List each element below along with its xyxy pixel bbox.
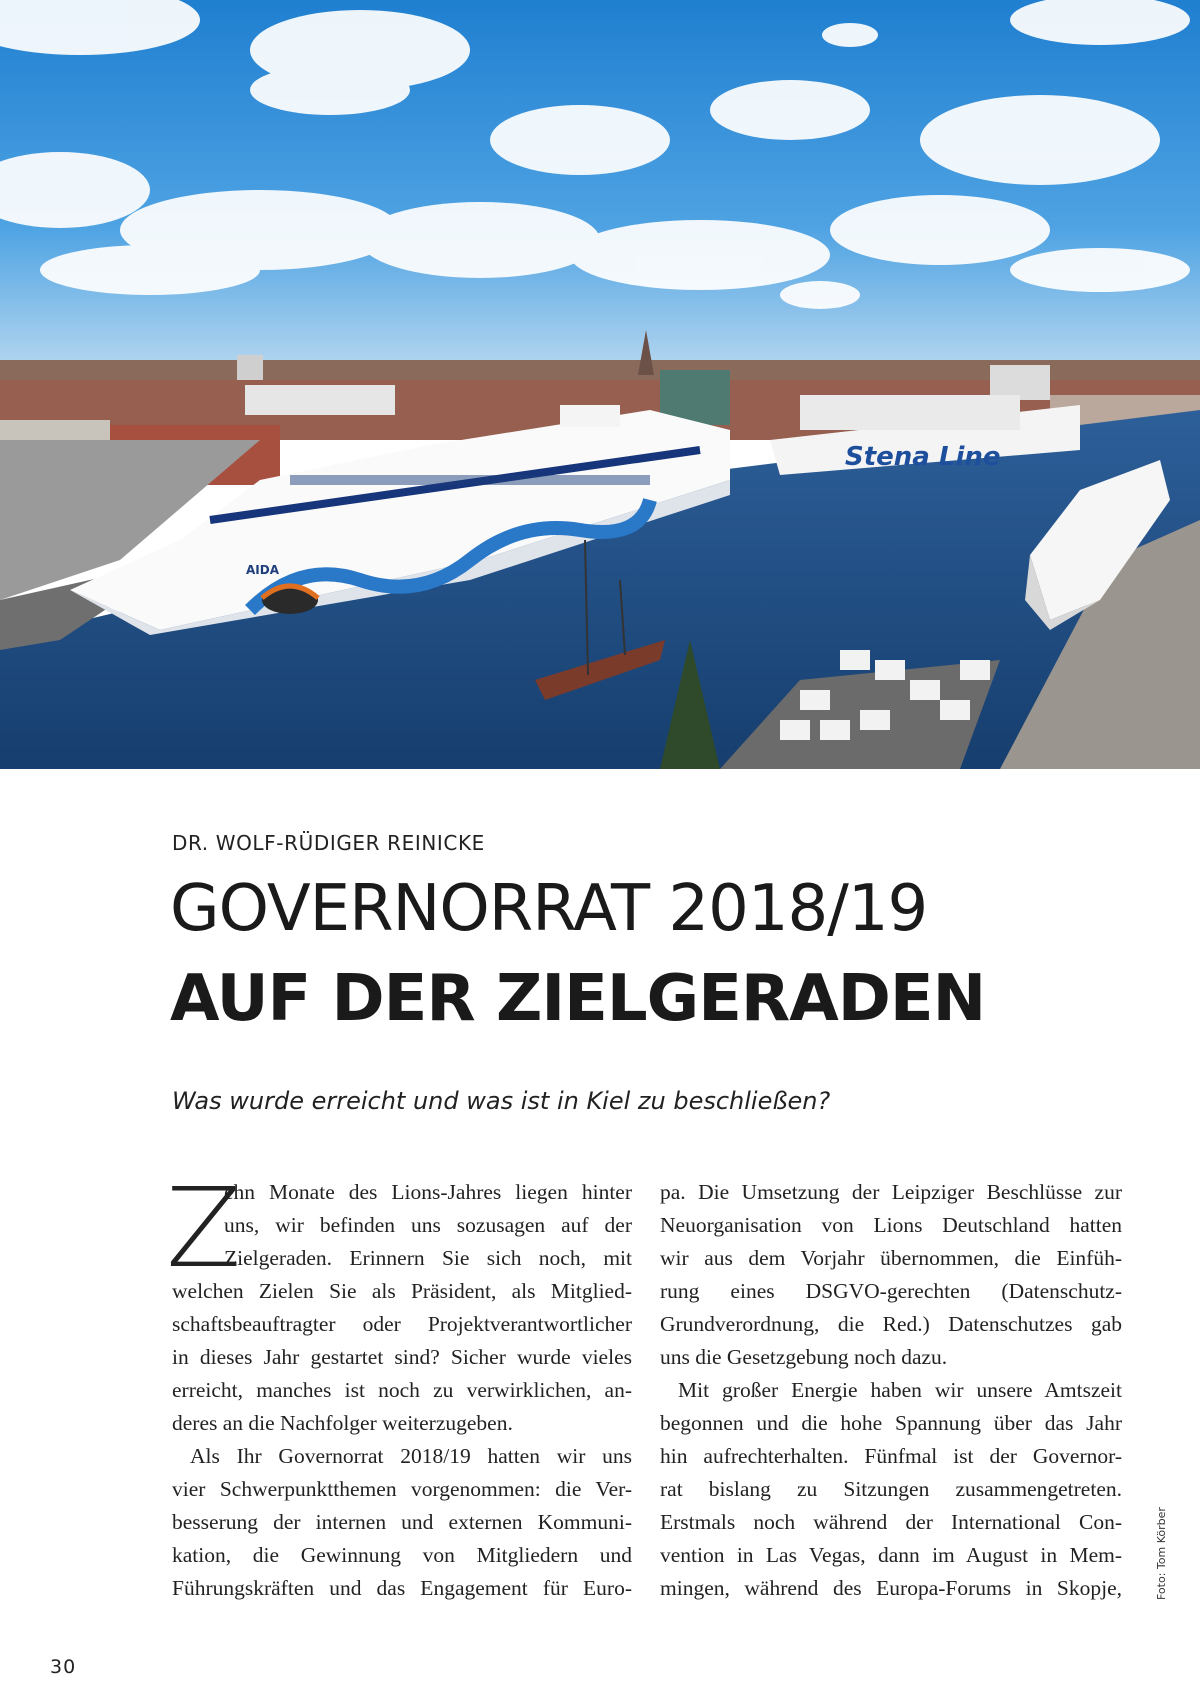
aida-logo: AIDA bbox=[246, 563, 279, 577]
body-line: mingen, während des Europa-Forums in Skopje, bbox=[660, 1576, 1122, 1600]
body-line: erreicht, manches ist noch zu verwirklichen, an- bbox=[172, 1378, 632, 1402]
body-line: uns, wir befinden uns sozusagen auf der bbox=[224, 1213, 632, 1237]
body-line: hin aufrechterhalten. Fünfmal ist der Governor- bbox=[660, 1444, 1122, 1468]
title-line-1: GOVERNORRAT 2018/19 bbox=[170, 872, 928, 946]
body-line: ehn Monate des Lions-Jahres liegen hinter bbox=[224, 1180, 632, 1204]
body-line: wir aus dem Vorjahr übernommen, die Einfüh- bbox=[660, 1246, 1122, 1270]
body-line: uns die Gesetzgebung noch dazu. bbox=[660, 1345, 948, 1369]
body-line: begonnen und die hohe Spannung über das Jahr bbox=[660, 1411, 1122, 1435]
drop-cap: Z bbox=[166, 1164, 242, 1292]
subtitle: Was wurde erreicht und was ist in Kiel zu beschließen? bbox=[172, 1087, 831, 1115]
body-line: Grundverordnung, die Red.) Datenschutzes gab bbox=[660, 1312, 1122, 1336]
stena-line-logo: Stena Line bbox=[845, 442, 1001, 472]
body-line: pa. Die Umsetzung der Leipziger Beschlüsse zur bbox=[660, 1180, 1122, 1204]
title-line-2: AUF DER ZIELGERADEN bbox=[170, 962, 986, 1036]
body-line: Erstmals noch während der International Con- bbox=[660, 1510, 1122, 1534]
body-column-right bbox=[660, 1176, 1122, 1605]
body-line: Als Ihr Governorrat 2018/19 hatten wir uns bbox=[190, 1444, 632, 1468]
body-line: rat bislang zu Sitzungen zusammengetreten. bbox=[660, 1477, 1122, 1501]
body-line: Zielgeraden. Erinnern Sie sich noch, mit bbox=[224, 1246, 632, 1270]
body-line: besserung der internen und externen Kommuni- bbox=[172, 1510, 632, 1534]
body-line: rung eines DSGVO-gerechten (Datenschutz- bbox=[660, 1279, 1122, 1303]
author-byline: DR. WOLF-RÜDIGER REINICKE bbox=[172, 831, 485, 855]
photo-credit: Foto: Tom Körber bbox=[1155, 1507, 1168, 1600]
body-line: welchen Zielen Sie als Präsident, als Mitglied- bbox=[172, 1279, 632, 1303]
body-line: vier Schwerpunktthemen vorgenommen: die Ver- bbox=[172, 1477, 632, 1501]
body-column-left bbox=[166, 1164, 632, 1605]
body-line: deres an die Nachfolger weiterzugeben. bbox=[172, 1411, 513, 1435]
body-line: Neuorganisation von Lions Deutschland hatten bbox=[660, 1213, 1122, 1237]
body-line: Führungskräften und das Engagement für Euro- bbox=[172, 1576, 632, 1600]
harbor-photo bbox=[0, 0, 1200, 769]
body-line: Mit großer Energie haben wir unsere Amtszeit bbox=[678, 1378, 1122, 1402]
page-number: 30 bbox=[50, 1656, 77, 1678]
body-line: schaftsbeauftragter oder Projektverantwortlicher bbox=[172, 1312, 632, 1336]
body-line: vention in Las Vegas, dann im August in Mem- bbox=[660, 1543, 1122, 1567]
body-line: kation, die Gewinnung von Mitgliedern und bbox=[172, 1543, 632, 1567]
sky bbox=[0, 0, 1200, 380]
body-line: in dieses Jahr gestartet sind? Sicher wurde vieles bbox=[172, 1345, 632, 1369]
